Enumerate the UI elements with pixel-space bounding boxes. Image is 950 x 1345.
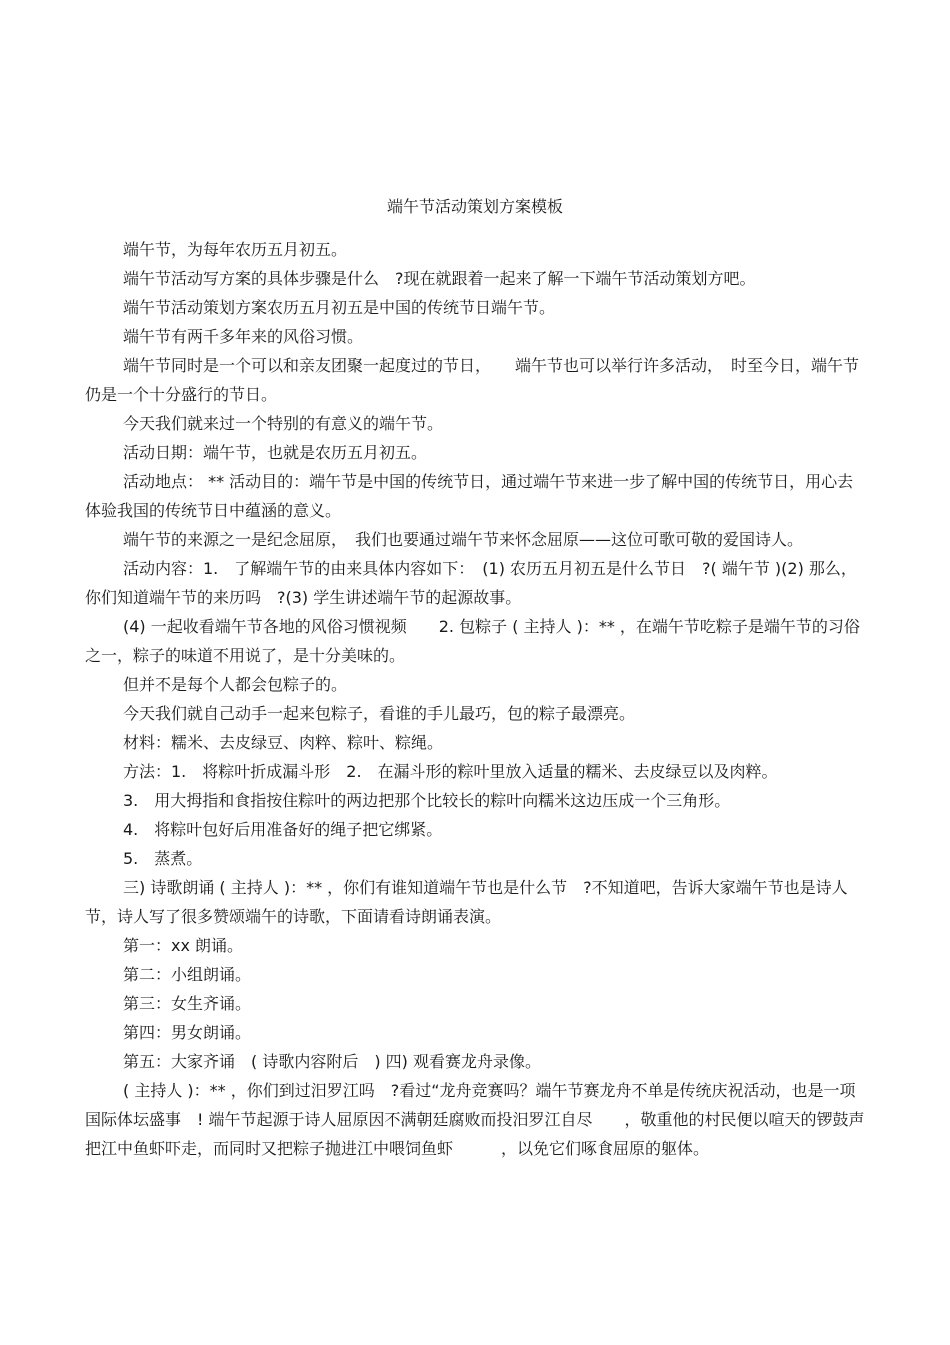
paragraph: 第二：小组朗诵。 bbox=[123, 965, 252, 984]
paragraph: 今天我们就来过一个特别的有意义的端午节。 bbox=[123, 414, 444, 433]
paragraph: 端午节的来源之一是纪念屈原， 我们也要通过端午节来怀念屈原——这位可歌可敬的爱国诗人。 bbox=[123, 530, 804, 549]
paragraph: 第五：大家齐诵 ( 诗歌内容附后 ) 四) 观看赛龙舟录像。 bbox=[123, 1052, 541, 1071]
document-body bbox=[85, 235, 865, 1163]
paragraph: 3. 用大拇指和食指按住粽叶的两边把那个比较长的粽叶向糯米这边压成一个三角形。 bbox=[123, 791, 731, 810]
paragraph: 活动日期：端午节，也就是农历五月初五。 bbox=[123, 443, 428, 462]
paragraph: 5. 蒸煮。 bbox=[123, 849, 203, 868]
paragraph: 端午节活动写方案的具体步骤是什么 ?现在就跟着一起来了解一下端午节活动策划方吧。 bbox=[123, 269, 756, 288]
paragraph: 端午节，为每年农历五月初五。 bbox=[123, 240, 348, 259]
paragraph: 端午节活动策划方案农历五月初五是中国的传统节日端午节。 bbox=[123, 298, 556, 317]
paragraph: 第四：男女朗诵。 bbox=[123, 1023, 252, 1042]
paragraph: 端午节有两千多年来的风俗习惯。 bbox=[123, 327, 364, 346]
paragraph: 方法：1. 将粽叶折成漏斗形 2. 在漏斗形的粽叶里放入适量的糯米、去皮绿豆以及肉粹。 bbox=[123, 762, 778, 781]
paragraph: 4. 将粽叶包好后用准备好的绳子把它绑紧。 bbox=[123, 820, 443, 839]
document-title: 端午节活动策划方案模板 bbox=[386, 197, 563, 216]
paragraph: 三) 诗歌朗诵 ( 主持人 )：** ，你们有谁知道端午节也是什么节 ?不知道吧，告诉大家端午节也是诗人节，诗人写了很多赞颂端午的诗歌，下面请看诗朗诵表演。 bbox=[85, 878, 848, 926]
paragraph: 活动内容：1. 了解端午节的由来具体内容如下： (1) 农历五月初五是什么节日 ?( 端午节 )(2) 那么，你们知道端午节的来历吗 ?(3) 学生讲述端午节的起源故事。 bbox=[85, 559, 857, 607]
paragraph: ( 主持人 )：** ，你们到过汨罗江吗 ?看过“龙舟竞赛吗？端午节赛龙舟不单是传统庆祝活动，也是一项国际体坛盛事 ! 端午节起源于诗人屈原因不满朝廷腐败而投汨罗江自尽 ，敬重他的村民便以喧天的锣鼓声把江中鱼虾吓走，而同时又把粽子抛进江中喂饲鱼虾 ，以免它们啄食屈原的躯体。 bbox=[85, 1081, 865, 1158]
paragraph: 第一：xx 朗诵。 bbox=[123, 936, 244, 955]
paragraph: 第三：女生齐诵。 bbox=[123, 994, 252, 1013]
paragraph: (4) 一起收看端午节各地的风俗习惯视频 2. 包粽子 ( 主持人 )：** ，在端午节吃粽子是端午节的习俗之一，粽子的味道不用说了，是十分美味的。 bbox=[85, 617, 860, 665]
paragraph: 但并不是每个人都会包粽子的。 bbox=[123, 675, 348, 694]
paragraph: 端午节同时是一个可以和亲友团聚一起度过的节日， 端午节也可以举行许多活动， 时至今日，端午节仍是一个十分盛行的节日。 bbox=[85, 356, 860, 404]
paragraph: 今天我们就自己动手一起来包粽子，看谁的手儿最巧，包的粽子最漂亮。 bbox=[123, 704, 636, 723]
paragraph: 材料：糯米、去皮绿豆、肉粹、粽叶、粽绳。 bbox=[123, 733, 444, 752]
paragraph: 活动地点： ** 活动目的：端午节是中国的传统节日，通过端午节来进一步了解中国的传统节日，用心去体验我国的传统节日中蕴涵的意义。 bbox=[85, 472, 854, 520]
